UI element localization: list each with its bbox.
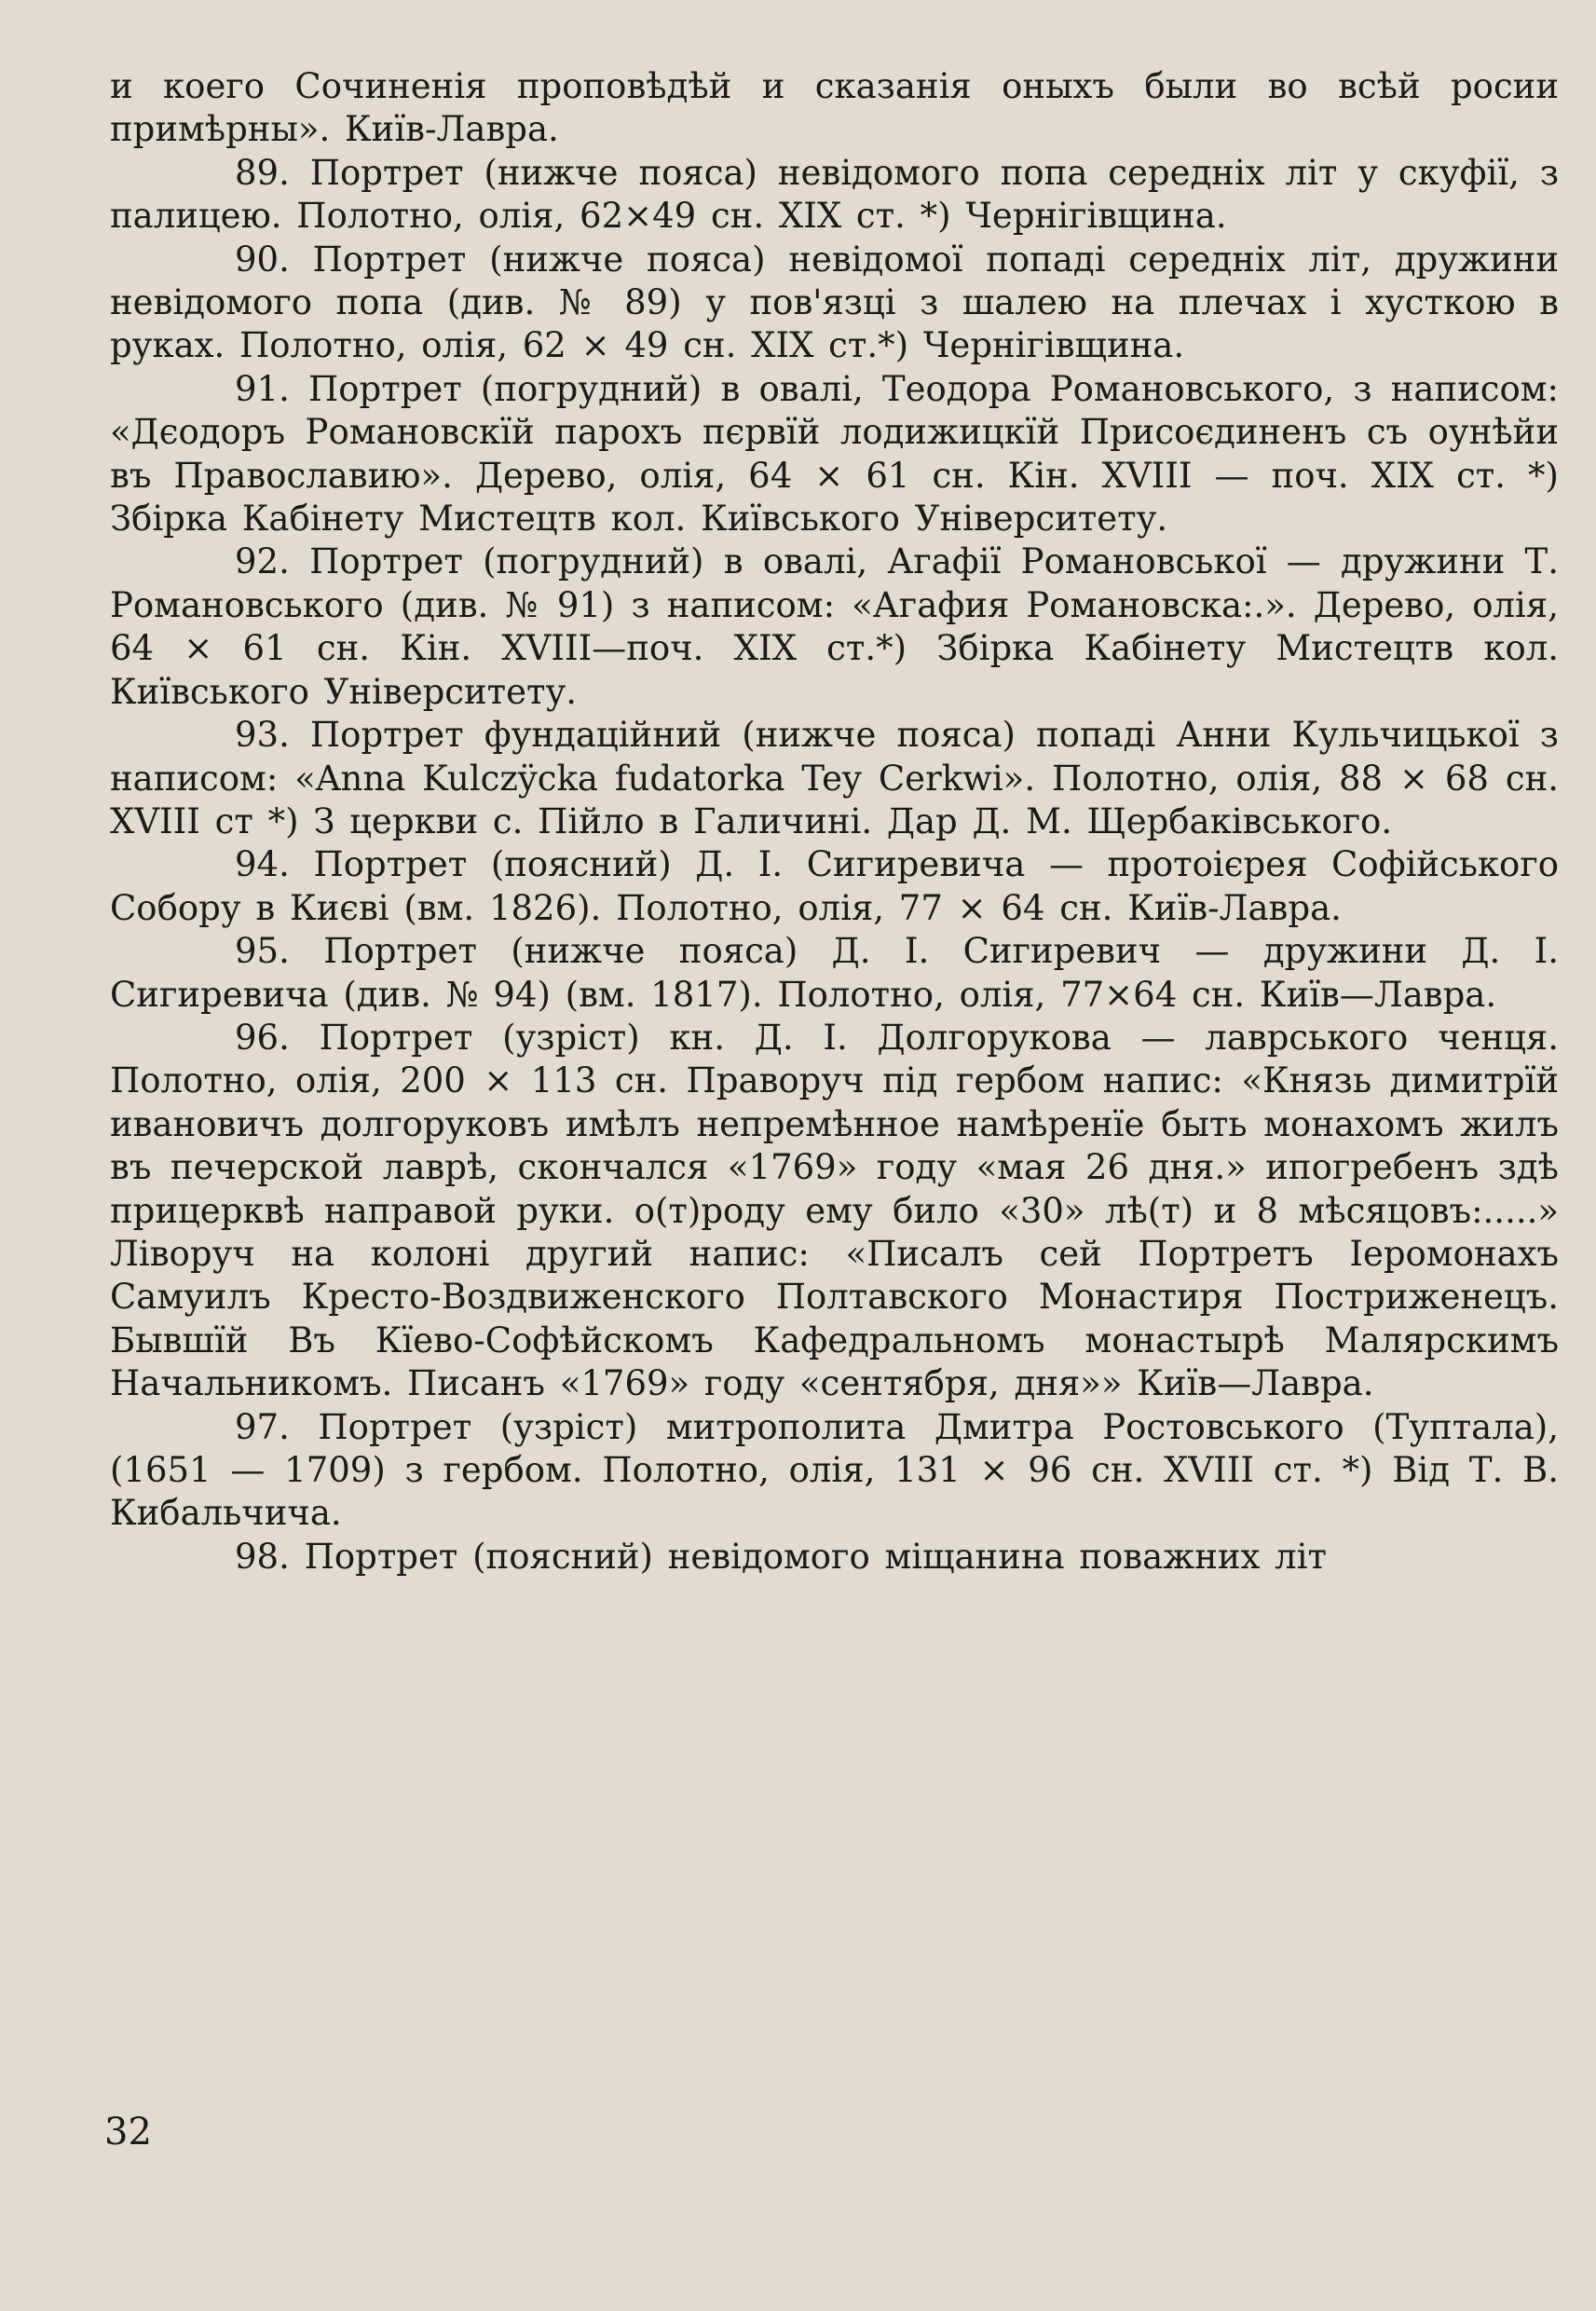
catalog-entry-91: 91. Портрет (погрудний) в овалі, Теодора Романовського, з написом: «Дєодоръ Романовскїй парохъ пєрвїй лодижицкїй Присоєдиненъ съ оунѣйи въ Православию». Дерево, олія, 64 × 61 сн. Кін. XVIII — поч. XIX ст. *) Збірка Кабінету Мистецтв кол. Київського Університету.: [110, 368, 1559, 540]
continuation-paragraph: и коего Сочиненія проповѣдѣй и сказанія оныхъ были во всѣй росии примѣрны». Київ-Лавра.: [110, 66, 1559, 150]
catalog-entry-94: 94. Портрет (поясний) Д. І. Сигиревича — протоієрея Софійського Собору в Києві (вм. 1826). Полотно, олія, 77 × 64 сн. Київ-Лавра.: [110, 844, 1559, 928]
catalog-entry-95: 95. Портрет (нижче пояса) Д. І. Сигиревич — дружини Д. І. Сигиревича (див. № 94) (вм. 1817). Полотно, олія, 77×64 сн. Київ—Лавра.: [110, 931, 1559, 1015]
catalog-entry-89: 89. Портрет (нижче пояса) невідомого попа середніх літ у скуфії, з палицею. Полотно, олія, 62×49 сн. XIX ст. *) Чернігівщина.: [110, 152, 1559, 237]
catalog-entry-98: 98. Портрет (поясний) невідомого міщанина поважних літ: [235, 1536, 1327, 1577]
catalog-entry-96: 96. Портрет (узріст) кн. Д. І. Долгорукова — лаврського ченця. Полотно, олія, 200 × 113 сн. Праворуч під гербом напис: «Князь димитрїй ивановичъ долгоруковъ имѣлъ непремѣнное намѣренїе быть монахомъ жилъ въ печерской лаврѣ, скончался «1769» году «мая 26 дня.» ипогребенъ здѣ прицерквѣ направой руки. о(т)роду ему било «30» лѣ(т) и 8 мѣсяцовъ:.....» Ліворуч на колоні другий напис: «Писалъ сей Портретъ Іеромонахъ Самуилъ Кресто-Воздвиженского Полтавского Монастиря Постриженецъ. Бывшїй Въ Кїево-Софѣйскомъ Кафедральномъ монастырѣ Малярскимъ Начальникомъ. Писанъ «1769» году «сентября, дня»» Київ—Лавра.: [110, 1017, 1559, 1404]
catalog-text: [110, 65, 1559, 1579]
catalog-entry-93: 93. Портрет фундаційний (нижче пояса) попаді Анни Кульчицької з написом: «Anna Kulczÿcka fudatorka Tey Cerkwi». Полотно, олія, 88 × 68 сн. XVIII ст *) З церкви с. Пійло в Галичині. Дар Д. М. Щербаківського.: [110, 715, 1559, 841]
catalog-entry-90: 90. Портрет (нижче пояса) невідомої попаді середніх літ, дружини невідомого попа (див. № 89) у пов'язці з шалею на плечах і хусткою в руках. Полотно, олія, 62 × 49 сн. XIX ст.*) Чернігівщина.: [110, 239, 1559, 366]
catalog-entry-92: 92. Портрет (погрудний) в овалі, Агафії Романовської — дружини Т. Романовського (див. № 91) з написом: «Агафия Романовска:.». Дерево, олія, 64 × 61 сн. Кін. XVIII—поч. XIX ст.*) Збірка Кабінету Мистецтв кол. Київського Університету.: [110, 541, 1559, 712]
page-number: 32: [104, 2111, 152, 2154]
catalog-entry-97: 97. Портрет (узріст) митрополита Дмитра Ростовського (Туптала), (1651 — 1709) з гербом. Полотно, олія, 131 × 96 сн. XVIII ст. *) Від Т. В. Кибальчича.: [110, 1406, 1559, 1534]
